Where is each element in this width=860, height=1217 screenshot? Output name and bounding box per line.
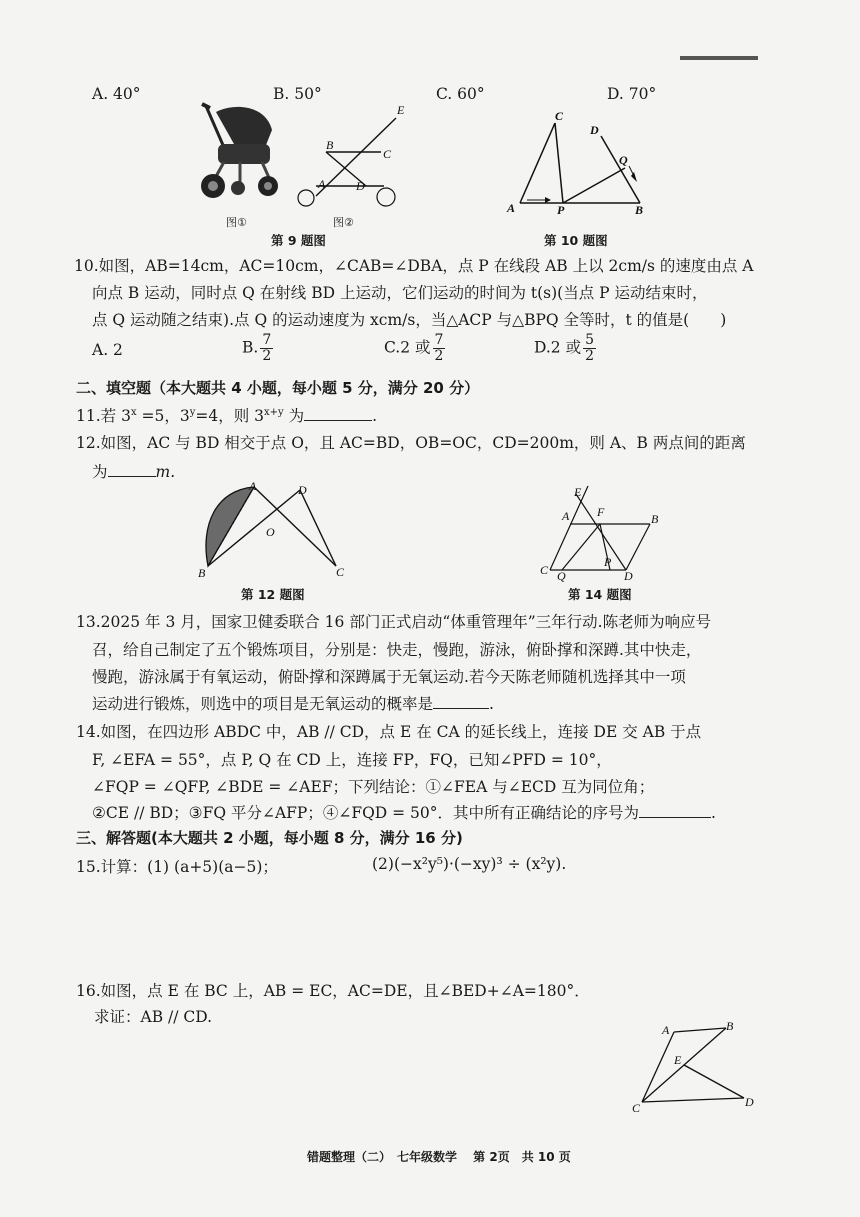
q14-line-3: ∠FQP = ∠QFP, ∠BDE = ∠AEF；下列结论：①∠FEA 与∠ECD 互为同位角；: [92, 778, 655, 796]
q10-option-c: C.2 或 $\frac{7}{2}$: [384, 332, 444, 364]
fig2-point-a: A: [318, 177, 326, 191]
q14-point-q: Q: [557, 569, 566, 583]
q12-line-1: 12.如图，AC 与 BD 相交于点 O，且 AC=BD，OB=OC，CD=200m，则 A、B 两点间的距离: [76, 434, 746, 452]
q15-part-2: (2)(−x²y⁵)·(−xy)³ ÷ (x²y).: [372, 855, 567, 873]
q14-point-p: P: [604, 555, 612, 569]
fig2-point-e: E: [397, 103, 405, 117]
q12-answer-blank[interactable]: [108, 462, 156, 477]
q16-point-e: E: [674, 1053, 682, 1067]
q14-line-2: F, ∠EFA = 55°，点 P, Q 在 CD 上，连接 FP，FQ，已知∠PFD = 10°，: [92, 751, 612, 769]
q16-line-2: 求证：AB // CD.: [94, 1008, 213, 1026]
q10-option-a: A. 2: [92, 341, 123, 359]
q12-figure: [196, 480, 356, 580]
q10-point-q: Q: [619, 153, 628, 167]
q14-point-f: F: [597, 505, 605, 519]
q13-line-2: 召，给自己制定了五个锻炼项目，分别是：快走，慢跑，游泳，俯卧撑和深蹲.其中快走，: [92, 641, 702, 659]
q12-point-d: D: [298, 483, 307, 497]
q13-line-4: 运动进行锻炼，则选中的项目是无氧运动的概率是 .: [92, 695, 494, 713]
q16-point-c: C: [632, 1101, 641, 1115]
q16-point-a: A: [662, 1023, 670, 1037]
q12-point-o: O: [266, 525, 275, 539]
q16-line-1: 16.如图，点 E 在 BC 上，AB = EC，AC=DE，且∠BED+∠A=180°．: [76, 982, 590, 1000]
q12-point-c: C: [336, 565, 345, 579]
scan-mark: [680, 56, 758, 60]
q16-point-d: D: [745, 1095, 754, 1109]
q13-answer-blank[interactable]: [433, 694, 489, 709]
q10-point-d: D: [590, 123, 599, 137]
q14-answer-blank[interactable]: [639, 803, 711, 818]
section3-heading: 三、解答题(本大题共 2 小题，每小题 8 分，满分 16 分): [76, 829, 463, 847]
q10-point-p: P: [557, 203, 565, 216]
q10-line-1: 10.如图，AB=14cm，AC=10cm，∠CAB=∠DBA，点 P 在线段 AB 上以 2cm/s 的速度由点 A: [74, 257, 754, 275]
q10-line-3: 点 Q 运动随之结束).点 Q 的运动速度为 xcm/s，当△ACP 与△BPQ 全等时，t 的值是( ): [92, 311, 727, 329]
q14-point-a: A: [562, 509, 570, 523]
q13-line-3: 慢跑，游泳属于有氧运动，俯卧撑和深蹲属于无氧运动.若今天陈老师随机选择其中一项: [92, 668, 686, 686]
q12-line-2: 为 m.: [92, 463, 176, 481]
section2-heading: 二、填空题（本大题共 4 小题，每小题 5 分，满分 20 分）: [76, 379, 480, 397]
page-footer: 错题整理（二） 七年级数学 第 2页 共 10 页: [307, 1150, 571, 1164]
q9-option-c: C. 60°: [436, 85, 485, 103]
q16-point-b: B: [726, 1019, 734, 1033]
q14-caption: 第 14 题图: [568, 587, 632, 602]
q11-text: 11.若 $3^x =5$，$3^y=4$，则 $3^{x+y}$ 为 .: [76, 406, 378, 425]
fig1-label: 图①: [226, 216, 247, 229]
q10-point-c: C: [555, 109, 564, 123]
q13-line-1: 13.2025 年 3 月，国家卫健委联合 16 部门正式启动“体重管理年”三年行动.陈老师为响应号: [76, 613, 712, 631]
q10-point-a: A: [507, 201, 516, 215]
q9-option-d: D. 70°: [607, 85, 657, 103]
q10-caption: 第 10 题图: [544, 233, 608, 248]
q15-part-1: 15.计算：(1) (a+5)(a−5)；: [76, 858, 278, 876]
q10-point-b: B: [635, 203, 644, 216]
q14-point-c: C: [540, 563, 549, 577]
q12-point-a: A: [249, 480, 257, 493]
q14-point-b: B: [651, 512, 659, 526]
q14-line-4: ②CE // BD；③FQ 平分∠AFP；④∠FQD = 50°．其中所有正确结论的序号为 .: [92, 804, 716, 822]
stroller-photo: [196, 100, 280, 205]
q14-line-1: 14.如图，在四边形 ABDC 中，AB // CD，点 E 在 CA 的延长线上，连接 DE 交 AB 于点: [76, 723, 702, 741]
q14-figure: [540, 484, 670, 584]
q12-caption: 第 12 题图: [241, 587, 305, 602]
q10-option-d: D.2 或 $\frac{5}{2}$: [534, 332, 595, 364]
q9-option-a: A. 40°: [92, 85, 141, 103]
q10-line-2: 向点 B 运动，同时点 Q 在射线 BD 上运动，它们运动的时间为 t(s)(当点 P 运动结束时，: [92, 284, 708, 302]
q14-point-e: E: [574, 485, 582, 499]
fig2-point-b: B: [326, 138, 334, 152]
q12-point-b: B: [198, 566, 206, 580]
q16-figure: [628, 1018, 758, 1118]
q10-option-b: B. $\frac{7}{2}$: [242, 332, 272, 364]
q14-point-d: D: [624, 569, 633, 583]
q11-answer-blank[interactable]: [304, 406, 372, 421]
q9-figure-2: [286, 100, 416, 212]
fig2-point-c: C: [383, 147, 392, 161]
q9-caption: 第 9 题图: [271, 233, 326, 248]
q10-figure: [505, 108, 655, 216]
fig2-point-d: D: [356, 179, 365, 193]
fig2-label: 图②: [333, 216, 354, 229]
q9-option-b: B. 50°: [273, 85, 322, 103]
